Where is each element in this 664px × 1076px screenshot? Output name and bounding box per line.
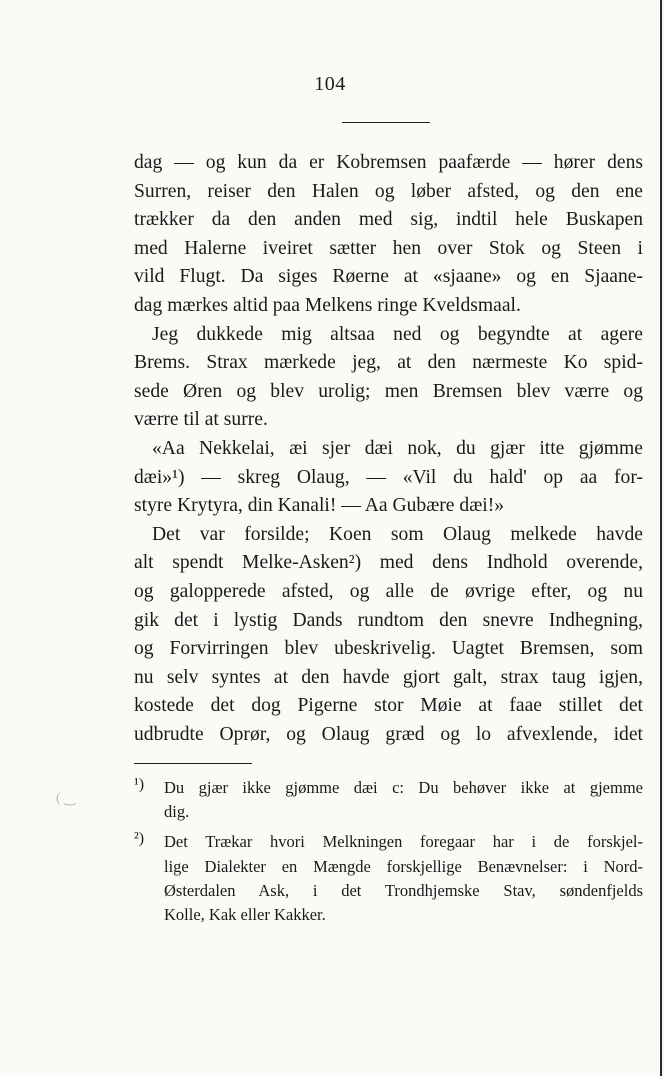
footnote — [134, 776, 643, 824]
footnote-line: dig. — [164, 802, 190, 822]
text-line: Jeg dukkede mig altsaa ned og begyndte at agere — [152, 323, 643, 345]
text-line: med Halerne iveiret sætter hen over Stok og Steen i — [134, 237, 643, 259]
footnote-mark: ²) — [134, 830, 145, 848]
footnote-mark: ¹) — [134, 776, 145, 793]
footnote-line: Det Trækar hvori Melkningen foregaar har i de forskjel- — [164, 832, 643, 852]
text-line: Brems. Strax mærkede jeg, at den nærmeste Ko spid- — [134, 352, 643, 374]
text-line: og Forvirringen blev ubeskrivelig. Uagtet Bremsen, som — [134, 638, 643, 660]
text-line: udbrudte Oprør, og Olaug græd og lo afvexlende, idet — [134, 723, 643, 745]
footnote-line: lige Dialekter en Mængde forskjellige Benævnelser: i Nord- — [164, 856, 643, 876]
footnotes — [134, 776, 643, 927]
header-rule — [342, 122, 430, 123]
page-number: 104 — [314, 73, 346, 95]
text-line: kostede det dog Pigerne stor Møie at faae stillet det — [134, 695, 643, 717]
text-line: «Aa Nekkelai, æi sjer dæi nok, du gjær itte gjømme — [152, 437, 643, 459]
text-line: værre til at surre. — [134, 409, 268, 431]
text-line: vild Flugt. Da siges Røerne at «sjaane» og en Sjaane- — [134, 266, 643, 288]
text-line: sede Øren og blev urolig; men Bremsen blev værre og — [134, 380, 643, 402]
footnote-rule — [134, 763, 252, 764]
text-line: gik det i lystig Dands rundtom den snevre Indhegning, — [134, 609, 643, 631]
text-line: dag — og kun da er Kobremsen paafærde — hører dens — [134, 152, 643, 173]
text-line: dag mærkes altid paa Melkens ringe Kveldsmaal. — [134, 294, 521, 316]
footnote-line: Østerdalen Ask, i det Trondhjemske Stav, søndenfjelds — [164, 880, 643, 900]
text-line: dæi»¹) — skreg Olaug, — «Vil du hald' op aa for- — [134, 466, 643, 488]
text-line: trækker da den anden med sig, indtil hele Buskapen — [134, 209, 643, 231]
footnote-line: Kolle, Kak eller Kakker. — [164, 905, 326, 925]
text-line: Det var forsilde; Koen som Olaug melkede havde — [152, 523, 643, 545]
text-line: og galopperede afsted, og alle de øvrige efter, og nu — [134, 580, 643, 602]
body-text — [134, 149, 643, 749]
footnote-line: Du gjær ikke gjømme dæi c: Du behøver ikke at gjemme — [164, 778, 643, 797]
text-line: alt spendt Melke-Asken²) med dens Indhold overende, — [134, 552, 643, 574]
text-line: nu selv syntes at den havde gjort galt, strax taug igjen, — [134, 666, 643, 688]
text-line: styre Krytyra, din Kanali! — Aa Gubære dæi!» — [134, 495, 505, 517]
footnote — [134, 830, 643, 927]
text-line: Surren, reiser den Halen og løber afsted, og den ene — [134, 180, 643, 202]
margin-pencil-mark: ( ‿ — [56, 791, 76, 806]
